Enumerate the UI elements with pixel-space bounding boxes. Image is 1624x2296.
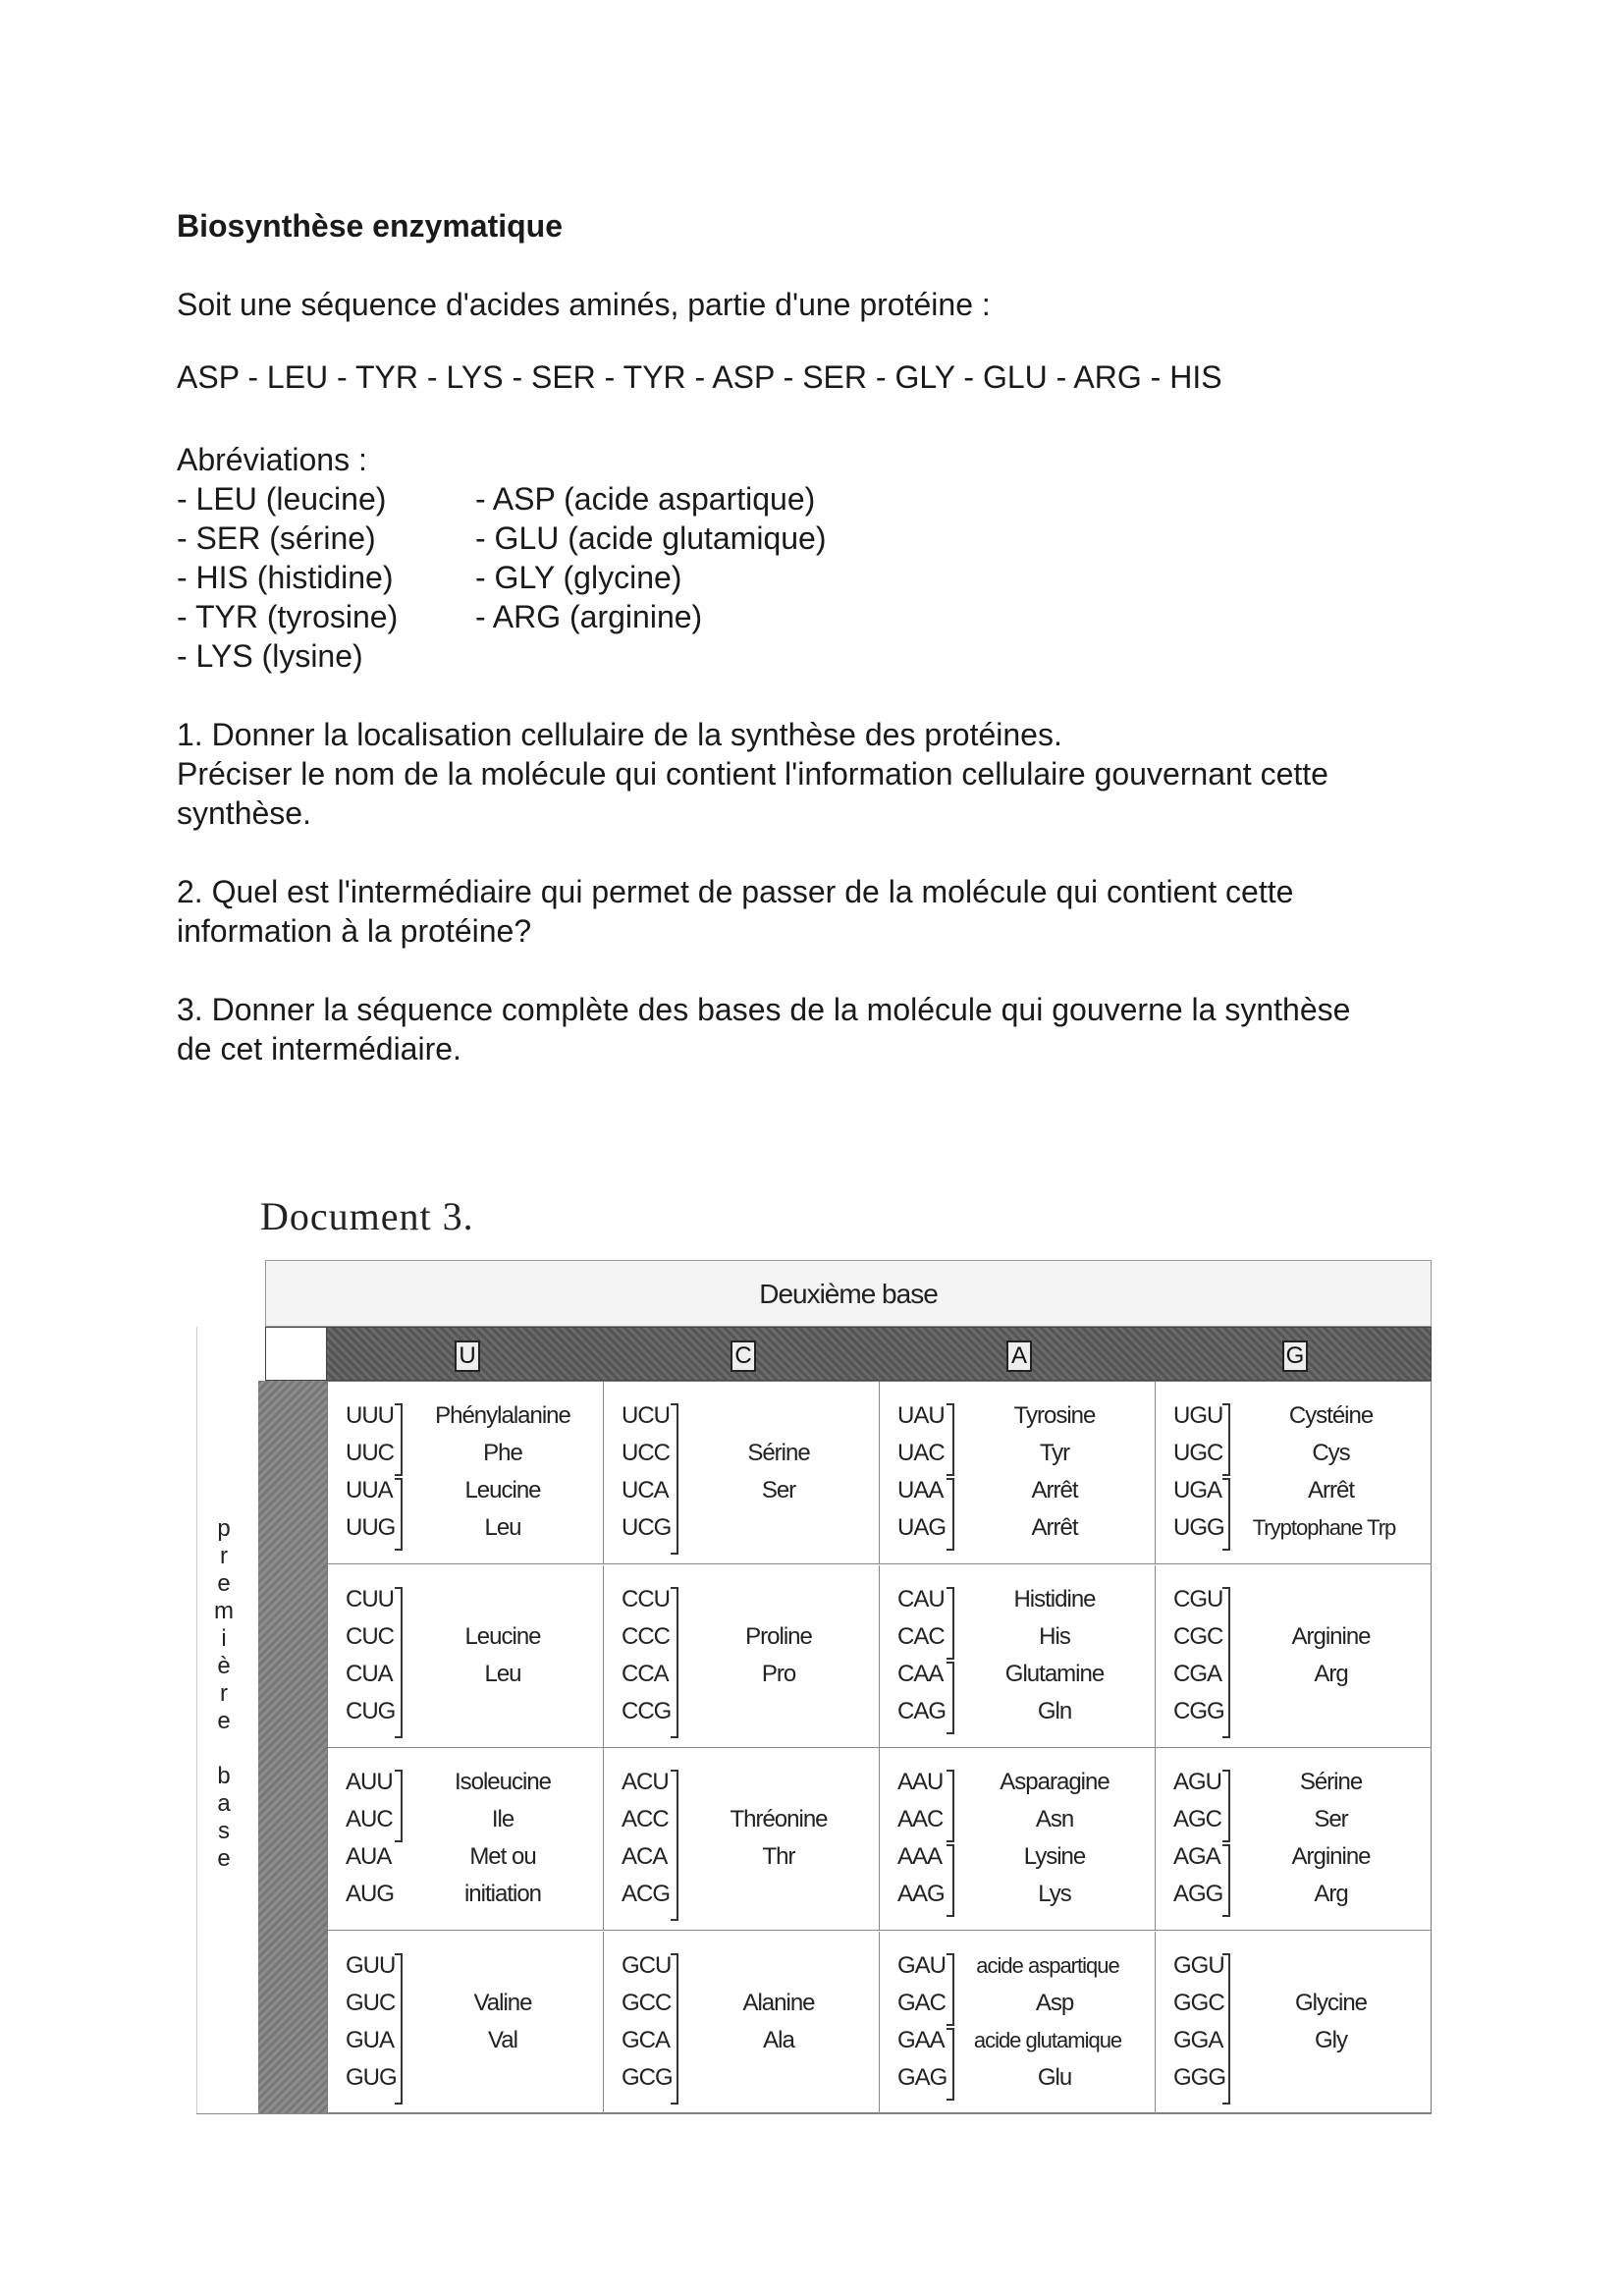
amino-acid-label: Arg bbox=[1314, 1881, 1348, 1907]
amino-acid-label: Glu bbox=[1037, 2063, 1072, 2091]
amino-acid-label: Thr bbox=[762, 1843, 795, 1870]
codon: ACG bbox=[622, 1881, 671, 1907]
codon: GGU bbox=[1173, 1951, 1224, 1979]
codon: AUC bbox=[346, 1806, 393, 1832]
amino-acid-label: Leucine bbox=[464, 1477, 541, 1503]
first-base-letter: m bbox=[214, 1598, 234, 1624]
codon-bracket bbox=[947, 1770, 954, 1842]
codon: CCG bbox=[622, 1697, 672, 1724]
codon-cell bbox=[1156, 1565, 1432, 1748]
amino-acid-label: Gln bbox=[1037, 1697, 1072, 1724]
abbreviation-item: - SER (sérine) bbox=[177, 520, 376, 556]
codon: UAC bbox=[897, 1440, 945, 1466]
codon: AGA bbox=[1173, 1843, 1220, 1870]
first-base-letter: e bbox=[217, 1845, 231, 1872]
amino-acid-label: acide aspartique bbox=[976, 1952, 1119, 1978]
codon-bracket bbox=[671, 1587, 678, 1738]
question-3-line-1: 3. Donner la séquence complète des bases de la molécule qui gouverne la synthèse bbox=[177, 992, 1351, 1027]
question-1-line-1: 1. Donner la localisation cellulaire de la synthèse des protéines. bbox=[177, 717, 1062, 752]
codon: UGG bbox=[1173, 1514, 1224, 1541]
amino-acid-label: Sérine bbox=[1299, 1769, 1363, 1795]
codon: GAU bbox=[897, 1951, 947, 1979]
amino-acid-label: Tyr bbox=[1039, 1440, 1070, 1466]
codon-bracket bbox=[395, 1587, 403, 1738]
amino-acid-label: Val bbox=[488, 2026, 517, 2053]
abbreviations-left bbox=[177, 479, 398, 676]
codon-bracket bbox=[671, 1770, 678, 1921]
page-title: Biosynthèse enzymatique bbox=[177, 208, 563, 244]
question-1-line-3: synthèse. bbox=[177, 795, 311, 831]
codon-bracket bbox=[671, 1953, 678, 2105]
amino-acid-label: Glycine bbox=[1294, 1989, 1368, 2016]
first-base-letter: s bbox=[218, 1818, 230, 1844]
first-base-letter: r bbox=[220, 1680, 228, 1707]
codon: CGU bbox=[1173, 1585, 1223, 1613]
column-header-A: A bbox=[1006, 1340, 1032, 1372]
codon-cell bbox=[1156, 1748, 1432, 1931]
amino-acid-sequence: ASP - LEU - TYR - LYS - SER - TYR - ASP - SER - GLY - GLU - ARG - HIS bbox=[177, 359, 1222, 395]
column-header-C: C bbox=[731, 1340, 756, 1372]
amino-acid-label: Leu bbox=[484, 1660, 521, 1687]
amino-acid-label: Phe bbox=[483, 1440, 522, 1466]
genetic-code-table bbox=[196, 1260, 1434, 2119]
codon-bracket bbox=[947, 1587, 954, 1660]
codon-bracket bbox=[395, 1478, 403, 1551]
amino-acid-label: Pro bbox=[761, 1660, 796, 1687]
codon-bracket bbox=[395, 1953, 403, 2105]
codon-cell bbox=[1156, 1382, 1432, 1564]
codon: AGU bbox=[1173, 1769, 1222, 1795]
codon: AUG bbox=[346, 1881, 395, 1907]
codon: UUC bbox=[346, 1440, 394, 1466]
amino-acid-label: Cys bbox=[1312, 1440, 1350, 1466]
abbreviation-item: - LEU (leucine) bbox=[177, 481, 387, 517]
codon: UAU bbox=[897, 1402, 945, 1429]
codon: CAC bbox=[897, 1622, 945, 1650]
first-base-letter: i bbox=[221, 1625, 227, 1652]
codon: UGA bbox=[1173, 1477, 1222, 1503]
question-3-line-2: de cet intermédiaire. bbox=[177, 1031, 461, 1066]
amino-acid-label: Met ou bbox=[469, 1843, 536, 1870]
question-2-line-1: 2. Quel est l'intermédiaire qui permet de passer de la molécule qui contient cette bbox=[177, 874, 1294, 909]
amino-acid-label: Tryptophane Trp bbox=[1252, 1515, 1396, 1540]
codon-bracket bbox=[671, 1403, 678, 1555]
abbreviation-item: - ARG (arginine) bbox=[475, 599, 703, 634]
amino-acid-label: Lys bbox=[1038, 1881, 1071, 1907]
codon: CUC bbox=[346, 1622, 394, 1650]
amino-acid-label: Ser bbox=[1314, 1806, 1348, 1832]
codon: AAG bbox=[897, 1881, 945, 1907]
codon-bracket bbox=[947, 1403, 954, 1476]
first-base-letter: a bbox=[217, 1790, 231, 1817]
codon-bracket bbox=[1222, 1587, 1230, 1738]
codon: CGA bbox=[1173, 1660, 1222, 1687]
amino-acid-label: Arrêt bbox=[1307, 1477, 1354, 1503]
codon: GUG bbox=[346, 2063, 397, 2091]
codon: UCG bbox=[622, 1514, 672, 1541]
codon: AAC bbox=[897, 1806, 944, 1832]
document-title: Document 3. bbox=[260, 1194, 474, 1238]
codon: CGG bbox=[1173, 1697, 1224, 1724]
amino-acid-label: Arginine bbox=[1291, 1622, 1371, 1650]
codon: GGA bbox=[1173, 2026, 1223, 2053]
abbreviation-item: - TYR (tyrosine) bbox=[177, 599, 399, 634]
codon: UUU bbox=[346, 1402, 394, 1429]
first-base-letter: b bbox=[217, 1763, 231, 1789]
first-base-letter: e bbox=[217, 1570, 231, 1597]
corner-cell bbox=[265, 1327, 327, 1381]
abbreviations-heading: Abréviations : bbox=[177, 442, 367, 477]
codon: GUC bbox=[346, 1989, 396, 2016]
abbreviation-item: - ASP (acide aspartique) bbox=[475, 481, 816, 517]
codon: CCA bbox=[622, 1660, 669, 1687]
amino-acid-label: Proline bbox=[745, 1622, 812, 1650]
amino-acid-label: Arg bbox=[1314, 1660, 1348, 1687]
codon: UGC bbox=[1173, 1440, 1223, 1466]
first-base-letter bbox=[212, 1735, 236, 1763]
codon-bracket bbox=[947, 1844, 954, 1917]
codon-grid bbox=[327, 1381, 1432, 2113]
codon: ACA bbox=[622, 1843, 668, 1870]
codon-cell bbox=[328, 1748, 604, 1931]
amino-acid-label: His bbox=[1039, 1622, 1070, 1650]
codon: AUU bbox=[346, 1769, 393, 1795]
codon: GCA bbox=[622, 2026, 671, 2053]
amino-acid-label: Sérine bbox=[747, 1440, 810, 1466]
amino-acid-label: Asparagine bbox=[1000, 1769, 1110, 1795]
codon: ACU bbox=[622, 1769, 669, 1795]
codon: UUG bbox=[346, 1514, 396, 1541]
codon-cell bbox=[328, 1565, 604, 1748]
amino-acid-label: Lysine bbox=[1023, 1843, 1086, 1870]
codon: AGC bbox=[1173, 1806, 1222, 1832]
codon-cell bbox=[604, 1565, 880, 1748]
amino-acid-label: Valine bbox=[473, 1989, 532, 2016]
codon-cell bbox=[328, 1382, 604, 1564]
amino-acid-label: Leu bbox=[484, 1514, 521, 1541]
codon-cell bbox=[604, 1932, 880, 2114]
amino-acid-label: Arrêt bbox=[1031, 1514, 1078, 1541]
codon: ACC bbox=[622, 1806, 669, 1832]
codon-bracket bbox=[395, 1770, 403, 1842]
codon-bracket bbox=[947, 1478, 954, 1551]
amino-acid-label: Glutamine bbox=[1004, 1660, 1105, 1687]
amino-acid-label: Gly bbox=[1315, 2026, 1347, 2053]
amino-acid-label: Cystéine bbox=[1288, 1402, 1374, 1429]
amino-acid-label: Tyrosine bbox=[1013, 1402, 1096, 1429]
codon: CCU bbox=[622, 1585, 670, 1613]
abbreviation-item: - GLU (acide glutamique) bbox=[475, 520, 827, 556]
question-1-line-2: Préciser le nom de la molécule qui contient l'information cellulaire gouvernant cette bbox=[177, 756, 1328, 792]
first-base-letter: p bbox=[217, 1515, 231, 1542]
codon: UCA bbox=[622, 1477, 669, 1503]
amino-acid-label: Arrêt bbox=[1031, 1477, 1078, 1503]
codon-cell bbox=[880, 1565, 1156, 1748]
codon: CUU bbox=[346, 1585, 394, 1613]
first-base-letter: è bbox=[217, 1653, 231, 1679]
codon: GCG bbox=[622, 2063, 673, 2091]
codon: AUA bbox=[346, 1843, 392, 1870]
codon-bracket bbox=[1222, 1403, 1230, 1476]
codon: CUA bbox=[346, 1660, 393, 1687]
amino-acid-label: initiation bbox=[463, 1881, 542, 1907]
codon: GGG bbox=[1173, 2063, 1226, 2091]
codon: GCC bbox=[622, 1989, 672, 2016]
first-base-letter: e bbox=[217, 1708, 231, 1734]
amino-acid-label: Phénylalanine bbox=[435, 1402, 570, 1429]
codon-bracket bbox=[947, 1662, 954, 1734]
abbreviation-item: - GLY (glycine) bbox=[475, 560, 682, 595]
amino-acid-label: Asp bbox=[1035, 1989, 1074, 2016]
codon: UGU bbox=[1173, 1402, 1223, 1429]
codon: UUA bbox=[346, 1477, 393, 1503]
intro-text: Soit une séquence d'acides aminés, partie d'une protéine : bbox=[177, 287, 991, 322]
amino-acid-label: Asn bbox=[1035, 1806, 1074, 1832]
column-header-U: U bbox=[455, 1340, 480, 1372]
codon: CUG bbox=[346, 1697, 396, 1724]
codon-cell bbox=[604, 1748, 880, 1931]
codon: UAG bbox=[897, 1514, 947, 1541]
amino-acid-label: Isoleucine bbox=[454, 1769, 552, 1795]
codon-cell bbox=[604, 1382, 880, 1564]
codon: CCC bbox=[622, 1622, 670, 1650]
question-2-line-2: information à la protéine? bbox=[177, 913, 532, 949]
codon-bracket bbox=[1222, 1770, 1230, 1842]
codon: AAA bbox=[897, 1843, 943, 1870]
column-header-G: G bbox=[1282, 1340, 1308, 1372]
amino-acid-label: Arginine bbox=[1291, 1843, 1371, 1870]
second-base-header: Deuxième base bbox=[265, 1260, 1432, 1327]
codon: UCU bbox=[622, 1402, 670, 1429]
codon: GGC bbox=[1173, 1989, 1224, 2016]
abbreviation-item: - LYS (lysine) bbox=[177, 638, 363, 674]
codon: GAC bbox=[897, 1989, 947, 2016]
codon: CGC bbox=[1173, 1622, 1223, 1650]
abbreviations-right bbox=[475, 479, 826, 636]
amino-acid-label: acide glutamique bbox=[973, 2027, 1122, 2052]
codon: GAG bbox=[897, 2063, 947, 2091]
amino-acid-label: Ser bbox=[761, 1477, 796, 1503]
codon: CAA bbox=[897, 1660, 944, 1687]
amino-acid-label: Histidine bbox=[1013, 1585, 1096, 1613]
codon: UCC bbox=[622, 1440, 670, 1466]
first-base-strip bbox=[258, 1381, 327, 2113]
codon-cell bbox=[1156, 1932, 1432, 2114]
codon-cell bbox=[880, 1382, 1156, 1564]
second-base-bar bbox=[265, 1327, 1432, 1381]
codon: GCU bbox=[622, 1951, 672, 1979]
codon: GUU bbox=[346, 1951, 396, 1979]
codon: CAG bbox=[897, 1697, 947, 1724]
codon: GUA bbox=[346, 2026, 395, 2053]
codon-bracket bbox=[395, 1403, 403, 1476]
abbreviation-item: - HIS (histidine) bbox=[177, 560, 394, 595]
amino-acid-label: Ala bbox=[763, 2026, 794, 2053]
codon-cell bbox=[328, 1932, 604, 2114]
codon: AAU bbox=[897, 1769, 944, 1795]
codon-cell bbox=[880, 1932, 1156, 2114]
codon: AGG bbox=[1173, 1881, 1223, 1907]
first-base-letter: r bbox=[220, 1543, 228, 1569]
codon: GAA bbox=[897, 2026, 945, 2053]
codon-bracket bbox=[1222, 1953, 1230, 2105]
codon: UAA bbox=[897, 1477, 944, 1503]
amino-acid-label: Thréonine bbox=[730, 1806, 828, 1832]
amino-acid-label: Alanine bbox=[742, 1989, 815, 2016]
codon-cell bbox=[880, 1748, 1156, 1931]
first-base-label bbox=[212, 1515, 236, 1873]
codon-bracket bbox=[1222, 1844, 1230, 1917]
amino-acid-label: Leucine bbox=[464, 1622, 541, 1650]
codon: CAU bbox=[897, 1585, 945, 1613]
amino-acid-label: Ile bbox=[491, 1806, 514, 1832]
